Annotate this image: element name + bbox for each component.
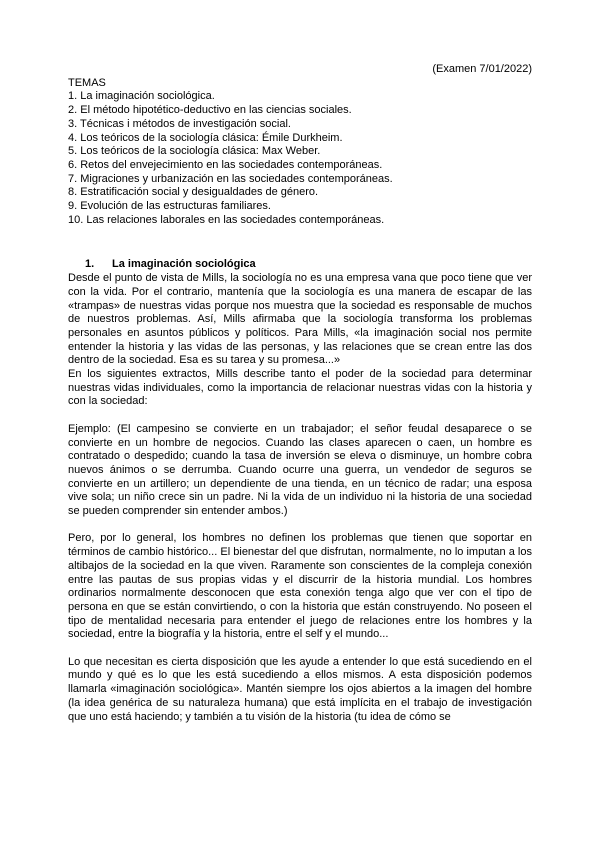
paragraph-necesitan: Lo que necesitan es cierta disposición que les ayude a entender lo que está sucediendo en el mundo y qué es lo que les está sucediendo a ellos mismos. A esta disposición podemos llamarla «imaginación sociológica». Mantén siempre los ojos abiertos a la imagen del hombre (la idea genérica de su naturaleza humana) que está implícita en el trabajo de investigación que uno está haciendo; y también a tu visión de la historia (tu idea de cómo se bbox=[68, 655, 532, 723]
temas-item: 2. El método hipotético-deductivo en las ciencias sociales. bbox=[68, 104, 352, 117]
paragraph-intro: Desde el punto de vista de Mills, la sociología no es una empresa vana que poco tiene que ver con la vida. Por el contrario, mantenía que la sociología es una manera de escapar de las «trampas» de nuestras vidas porque nos muestra que la sociedad es responsable de muchos de nuestros problemas. Así, Mills afirmaba que la sociología transforma los problemas personales en asuntos públicos y políticos. Para Mills, «la imaginación social nos permite entender la historia y las vidas de las personas, y las relaciones que se crean entre las dos dentro de la sociedad. Esa es su tarea y su promesa...» bbox=[68, 272, 532, 367]
paragraph-pero: Pero, por lo general, los hombres no definen los problemas que tienen que soportar en términos de cambio histórico... El bienestar del que disfrutan, normalmente, no lo imputan a los altibajos de la sociedad en la que viven. Raramente son conscientes de la compleja conexión entre las pautas de sus propias vidas y el discurrir de la historia mundial. Los hombres ordinarios normalmente desconocen que esta conexión tenga algo que ver con el tipo de persona en que se están convirtiendo, o con la historia que están construyendo. No poseen el tipo de mentalidad necesaria para entender el juego de relaciones entre los hombres y la sociedad, entre la biografía y la historia, entre el self y el mundo... bbox=[68, 532, 532, 641]
temas-item: 5. Los teóricos de la sociología clásica: Max Weber. bbox=[68, 145, 321, 158]
paragraph-extractos: En los siguientes extractos, Mills describe tanto el poder de la sociedad para determinar nuestras vidas individuales, como la importancia de relacionar nuestras vidas con la historia y con la sociedad: bbox=[68, 368, 532, 408]
temas-item: 4. Los teóricos de la sociología clásica: Émile Durkheim. bbox=[68, 131, 343, 144]
temas-item: 8. Estratificación social y desigualdades de género. bbox=[68, 186, 319, 199]
temas-item: 9. Evolución de las estructuras familiares. bbox=[68, 200, 271, 213]
paragraph-ejemplo: Ejemplo: (El campesino se convierte en un trabajador; el señor feudal desaparece o se convierte en un hombre de negocios. Cuando las clases aparecen o caen, un hombre es contratado o despedido; cuando la tasa de inversión se eleva o disminuye, un hombre cobra nuevos ánimos o se derrumba. Cuando ocurre una guerra, un vendedor de seguros se convierte en un artillero; un dependiente de una tienda, en un técnico de radar; una esposa vive sola; un niño crece sin un padre. Ni la vida de un individuo ni la historia de una sociedad se pueden comprender sin entender ambos.) bbox=[68, 422, 532, 518]
temas-item: 7. Migraciones y urbanización en las sociedades contemporáneas. bbox=[68, 172, 393, 185]
temas-item: 6. Retos del envejecimiento en las sociedades contemporáneas. bbox=[68, 158, 383, 171]
section-heading-number: 1. bbox=[85, 258, 95, 271]
temas-item: 3. Técnicas i métodos de investigación social. bbox=[68, 117, 291, 130]
temas-item: 10. Las relaciones laborales en las sociedades contemporáneas. bbox=[68, 213, 385, 226]
temas-title: TEMAS bbox=[68, 76, 106, 89]
section-heading-title: La imaginación sociológica bbox=[112, 258, 256, 271]
section-heading bbox=[68, 258, 532, 272]
temas-list bbox=[68, 90, 532, 227]
temas-item: 1. La imaginación sociológica. bbox=[68, 90, 215, 103]
exam-date-note: (Examen 7/01/2022) bbox=[432, 63, 532, 75]
